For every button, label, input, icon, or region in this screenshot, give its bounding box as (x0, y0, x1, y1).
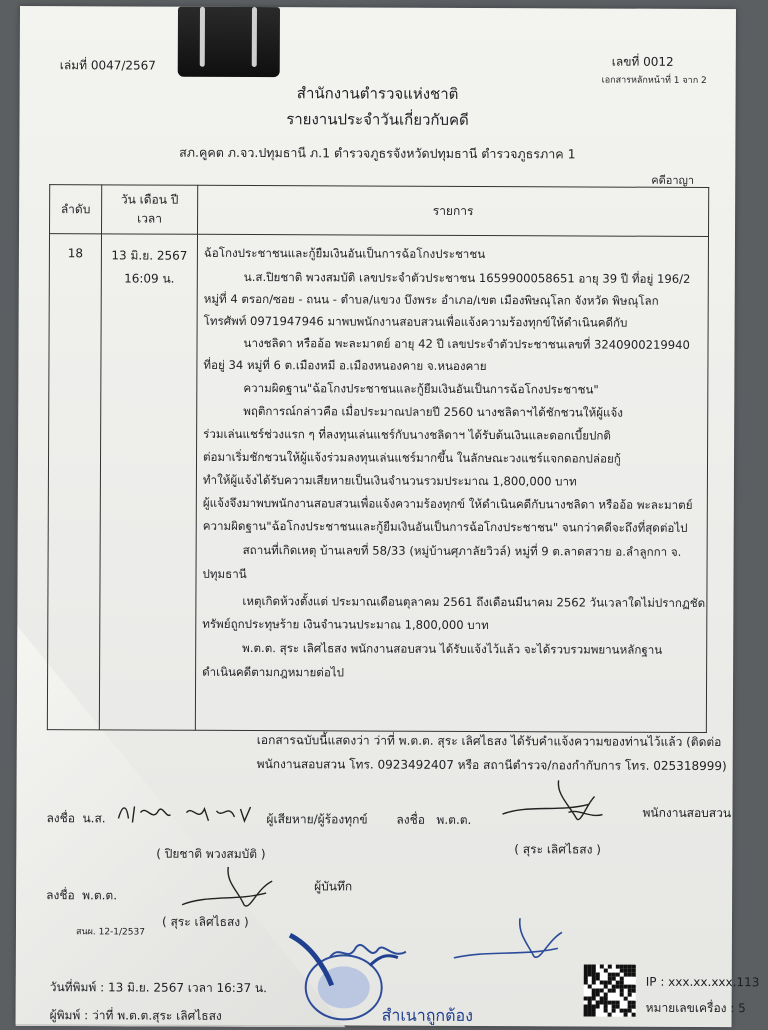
qr-module (620, 1009, 624, 1013)
qr-module (632, 1005, 636, 1009)
qr-module (620, 993, 624, 997)
qr-module (604, 1009, 608, 1013)
page-info: เอกสารหลักหน้าที่ 1 จาก 2 (601, 75, 707, 86)
qr-module (584, 1008, 588, 1012)
qr-module (612, 985, 616, 989)
qr-module (592, 977, 596, 981)
form-code: สนผ. 12-1/2537 (75, 927, 145, 938)
print-date: วันที่พิมพ์ : 13 มิ.ย. 2567 เวลา 16:37 น. (49, 980, 267, 996)
qr-module (620, 965, 624, 969)
qr-module (588, 1004, 592, 1008)
qr-module (616, 965, 620, 969)
qr-module (608, 981, 612, 985)
qr-module (600, 989, 604, 993)
qr-module (628, 989, 632, 993)
document-number: เลขที่ 0012 (611, 54, 674, 69)
entry-datetime (99, 234, 197, 730)
qr-module (612, 1005, 616, 1009)
entry-line: ที่อยู่ 34 หมู่ที่ 6 ต.เมืองหมี อ.เมืองหนองคาย จ.หนองคาย (203, 357, 487, 374)
qr-module (628, 1001, 632, 1005)
qr-module (624, 969, 628, 973)
qr-module (600, 1001, 604, 1005)
entry-line: ความผิดฐาน"ฉ้อโกงประชาชนและกู้ยืมเงินอันเป็นการฉ้อโกงประชาชน" (243, 380, 599, 397)
qr-module (588, 996, 592, 1000)
qr-module (588, 964, 592, 968)
qr-module (588, 972, 592, 976)
recorder-sign-prefix: พ.ต.ต. (82, 888, 118, 903)
qr-module (600, 997, 604, 1001)
qr-module (608, 1013, 612, 1017)
qr-module (632, 965, 636, 969)
qr-module (584, 996, 588, 1000)
entry-date: 13 มิ.ย. 2567 (111, 248, 188, 263)
qr-module (588, 1012, 592, 1016)
police-station: สภ.คูคต ภ.จว.ปทุมธานี ภ.1 ตำรวจภูธรจังหวัดปทุมธานี ตำรวจภูธรภาค 1 (179, 144, 576, 162)
qr-module (632, 1001, 636, 1005)
investigator-printed-name: ( สุระ เลิศไธสง ) (514, 842, 601, 857)
qr-module (588, 1008, 592, 1012)
qr-module (620, 989, 624, 993)
qr-module (592, 1005, 596, 1009)
qr-module (628, 985, 632, 989)
qr-module (624, 1009, 628, 1013)
qr-module (604, 997, 608, 1001)
qr-module (592, 997, 596, 1001)
document-title: รายงานประจำวันเกี่ยวกับคดี (286, 110, 469, 129)
notice-line-1: เอกสารฉบับนี้แสดงว่า ว่าที่ พ.ต.ต. สุระ เลิศไธสง ได้รับคำแจ้งความของท่านไว้แล้ว (ติดต่อ (256, 733, 722, 750)
qr-module (592, 1013, 596, 1017)
column-seq-header: ลำดับ (50, 185, 102, 234)
qr-module (616, 981, 620, 985)
qr-module (592, 981, 596, 985)
binder-clip-wire-left (200, 7, 205, 67)
investigator-sign-label: ลงชื่อ (396, 812, 426, 827)
investigator-sign-prefix: พ.ต.ต. (436, 812, 472, 827)
report-table (47, 184, 709, 733)
qr-module (584, 1004, 588, 1008)
qr-module (584, 1012, 588, 1016)
qr-module (596, 1001, 600, 1005)
qr-module (588, 968, 592, 972)
qr-module (628, 1009, 632, 1013)
entry-details-body (196, 235, 708, 732)
entry-line: ปทุมธานี (202, 566, 247, 581)
qr-module (624, 1013, 628, 1017)
qr-code (584, 964, 636, 1016)
recorder-handwritten-signature (176, 859, 286, 917)
entry-line: ดำเนินคดีตามกฎหมายต่อไป (202, 664, 345, 680)
qr-module (584, 976, 588, 980)
binder-clip (178, 7, 280, 77)
qr-module (584, 980, 588, 984)
column-date-label: วัน เดือน ปี (120, 192, 179, 207)
victim-sign-prefix: น.ส. (82, 811, 106, 826)
qr-module (600, 965, 604, 969)
entry-line: น.ส.ปิยชาติ พวงสมบัติ เลขประจำตัวประชาชน 1659900058651 อายุ 39 ปี ที่อยู่ 196/2 (243, 269, 691, 286)
qr-module (608, 965, 612, 969)
qr-module (604, 993, 608, 997)
entry-line: ฉ้อโกงประชาชนและกู้ยืมเงินอันเป็นการฉ้อโกงประชาชน (203, 245, 486, 262)
recorder-sign-label: ลงชื่อ (46, 888, 75, 903)
qr-module (624, 973, 628, 977)
entry-line: เหตุเกิดห้วงตั้งแต่ ประมาณเดือนตุลาคม 2561 ถึงเดือนมีนาคม 2562 วันเวลาใดไม่ปรากฏชัด (242, 593, 706, 610)
qr-module (604, 985, 608, 989)
qr-module (616, 1001, 620, 1005)
qr-module (620, 985, 624, 989)
entry-line: สถานที่เกิดเหตุ บ้านเลขที่ 58/33 (หมู่บ้านศุภาลัยวิวล์) หมู่ที่ 9 ต.ลาดสวาย อ.ลำลูกกา จ. (242, 542, 682, 559)
qr-module (604, 1005, 608, 1009)
column-items-header: รายการ (198, 185, 709, 236)
qr-module (596, 989, 600, 993)
recorder-role: ผู้บันทึก (314, 879, 353, 894)
qr-module (588, 984, 592, 988)
entry-line: พ.ต.ต. สุระ เลิศไธสง พนักงานสอบสวน ได้รับแจ้งไว้แล้ว จะได้รวบรวมพยานหลักฐาน (242, 640, 663, 657)
qr-module (596, 1005, 600, 1009)
victim-role: ผู้เสียหาย/ผู้ร้องทุกข์ (266, 812, 368, 827)
qr-module (632, 969, 636, 973)
case-type: คดีอาญา (651, 173, 695, 187)
entry-time: 16:09 น. (124, 271, 175, 286)
certifier-signature (448, 912, 572, 967)
qr-module (624, 965, 628, 969)
qr-module (616, 985, 620, 989)
qr-code-pattern (584, 964, 636, 1016)
entry-details (195, 234, 708, 732)
machine-number: หมายเลขเครื่อง : 5 (645, 1000, 746, 1016)
entry-line: พฤติการณ์กล่าวคือ เมื่อประมาณปลายปี 2560 นางชลิดาฯได้ชักชวนให้ผู้แจ้ง (243, 403, 624, 420)
qr-module (612, 977, 616, 981)
qr-module (628, 993, 632, 997)
qr-module (620, 969, 624, 973)
entry-line: ต่อมาเริ่มชักชวนให้ผู้แจ้งร่วมลงทุนเล่นแชร์มากขึ้น ในลักษณะวงแชร์แจกดอกปล่อยกู้ (203, 449, 621, 466)
qr-module (592, 1009, 596, 1013)
qr-module (628, 969, 632, 973)
qr-module (596, 977, 600, 981)
qr-module (584, 964, 588, 968)
entry-line: ผู้แจ้งจึงมาพบพนักงานสอบสวนเพื่อแจ้งความร้องทุกข์ ให้ดำเนินคดีกับนางชลิดา หรืออ้อ พะละมาตย์ (202, 495, 693, 512)
book-number: เล่มที่ 0047/2567 (59, 58, 156, 73)
qr-module (620, 977, 624, 981)
qr-module (604, 1001, 608, 1005)
binder-clip-wire-right (252, 7, 257, 67)
qr-module (628, 1005, 632, 1009)
recorder-printed-name: ( สุระ เลิศไธสง ) (161, 914, 249, 930)
investigator-role: พนักงานสอบสวน (642, 805, 732, 821)
entry-line: ทรัพย์ถูกประทุษร้าย เงินจำนวนประมาณ 1,800,000 บาท (202, 616, 489, 633)
report-paper (16, 6, 760, 1027)
qr-module (592, 973, 596, 977)
qr-module (628, 965, 632, 969)
qr-module (612, 989, 616, 993)
qr-module (632, 973, 636, 977)
qr-module (608, 1001, 612, 1005)
qr-module (592, 993, 596, 997)
entry-seq: 18 (47, 234, 101, 730)
qr-module (592, 969, 596, 973)
agency-name: สำนักงานตำรวจแห่งชาติ (296, 84, 459, 103)
qr-module (616, 1005, 620, 1009)
qr-module (596, 993, 600, 997)
qr-module (628, 973, 632, 977)
qr-module (600, 981, 604, 985)
column-time-label: เวลา (137, 211, 163, 226)
qr-module (624, 985, 628, 989)
entry-line: หมู่ที่ 4 ตรอก/ซอย - ถนน - ตำบล/แขวง บึงพระ อำเภอ/เขต เมืองพิษณุโลก จังหวัด พิษณุโลก (203, 291, 659, 308)
qr-module (584, 972, 588, 976)
entry-line: นางชลิดา หรืออ้อ พะละมาตย์ อายุ 42 ปี เลขประจำตัวประชาชนเลขที่ 3240900219940 (243, 335, 690, 352)
notice-line-2: พนักงานสอบสวน โทร. 0923492407 หรือ สถานีตำรวจ/กองกำกับการ โทร. 025318999) (256, 757, 727, 774)
qr-module (584, 968, 588, 972)
victim-printed-name: ( ปิยชาติ พวงสมบัติ ) (156, 846, 266, 862)
certified-copy-stamp: สำเนาถูกต้อง (381, 1005, 473, 1025)
qr-module (604, 969, 608, 973)
ip-address: IP : xxx.xx.xxx.113 (645, 974, 760, 990)
qr-module (608, 973, 612, 977)
qr-module (624, 997, 628, 1001)
qr-module (616, 973, 620, 977)
qr-module (612, 973, 616, 977)
investigator-handwritten-signature (498, 774, 618, 835)
qr-module (632, 989, 636, 993)
qr-module (608, 989, 612, 993)
qr-module (608, 977, 612, 981)
victim-handwritten-signature (112, 798, 262, 829)
printed-by: ผู้พิมพ์ : ว่าที่ พ.ต.ต.สุระ เลิศไธสง (49, 1008, 222, 1023)
qr-module (596, 973, 600, 977)
entry-line: ร่วมเล่นแชร์ช่วงแรก ๆ ที่ลงทุนเล่นแชร์กับนางชลิดาฯ ได้รับต้นเงินและดอกเบี้ยปกติ (203, 426, 611, 443)
qr-module (620, 981, 624, 985)
column-date-header (102, 185, 198, 234)
qr-module (588, 1000, 592, 1004)
qr-module (592, 965, 596, 969)
qr-module (604, 981, 608, 985)
qr-module (592, 989, 596, 993)
qr-module (632, 985, 636, 989)
qr-module (612, 1009, 616, 1013)
seal-signature (326, 933, 416, 973)
qr-module (632, 1013, 636, 1017)
entry-line: ทำให้ผู้แจ้งได้รับความเสียหายเป็นเงินจำนวนรวมประมาณ 1,800,000 บาท (202, 472, 577, 489)
entry-line: ความผิดฐาน"ฉ้อโกงประชาชนและกู้ยืมเงินอันเป็นการฉ้อโกงประชาชน" จนกว่าคดีจะถึงที่สุดต่อไป (202, 518, 688, 535)
victim-sign-label: ลงชื่อ (46, 811, 76, 826)
qr-module (612, 1001, 616, 1005)
entry-line: โทรศัพท์ 0971947946 มาพบพนักงานสอบสวนเพื่อแจ้งความร้องทุกข์ให้ดำเนินคดีกับ (203, 313, 628, 330)
